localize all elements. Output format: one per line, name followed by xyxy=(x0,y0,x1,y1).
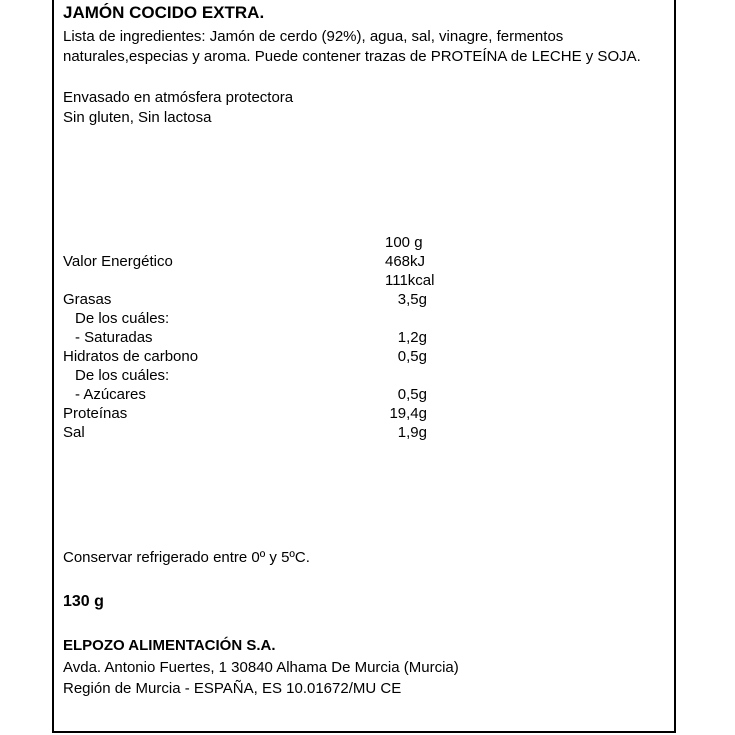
company-address: Avda. Antonio Fuertes, 1 30840 Alhama De Murcia (Murcia) xyxy=(63,659,459,676)
nutrition-label: Proteínas xyxy=(63,405,128,422)
nutrition-header: 100 g xyxy=(385,234,423,251)
company-name: ELPOZO ALIMENTACIÓN S.A. xyxy=(63,637,276,654)
claims-text: Sin gluten, Sin lactosa xyxy=(63,109,212,126)
nutrition-label: Sal xyxy=(63,424,85,441)
nutrition-label: - Azúcares xyxy=(75,386,146,403)
nutrition-value: 1,9g xyxy=(397,424,427,441)
nutrition-label: - Saturadas xyxy=(75,329,153,346)
nutrition-label: De los cuáles: xyxy=(75,310,170,327)
nutrition-value: 0,5g xyxy=(397,386,427,403)
net-weight: 130 g xyxy=(63,593,104,610)
storage-text: Conservar refrigerado entre 0º y 5ºC. xyxy=(63,549,310,566)
nutrition-value: 3,5g xyxy=(397,291,427,308)
nutrition-label: Hidratos de carbono xyxy=(63,348,199,365)
ingredients-text: Lista de ingredientes: Jamón de cerdo (92%), agua, sal, vinagre, fermentos naturales,especias y aroma. Puede contener trazas de PROTEÍNA de LECHE y SOJA. xyxy=(63,28,641,65)
nutrition-label: Grasas xyxy=(63,291,112,308)
packaging-text: Envasado en atmósfera protectora xyxy=(63,89,294,106)
nutrition-value: 0,5g xyxy=(397,348,427,365)
nutrition-label: De los cuáles: xyxy=(75,367,170,384)
nutrition-value: 468kJ xyxy=(385,253,426,270)
company-region: Región de Murcia - ESPAÑA, ES 10.01672/MU CE xyxy=(63,680,402,697)
nutrition-value: 1,2g xyxy=(397,329,427,346)
nutrition-label: Valor Energético xyxy=(63,253,173,270)
product-title: JAMÓN COCIDO EXTRA. xyxy=(63,3,265,22)
nutrition-value: 19,4g xyxy=(389,405,427,422)
nutrition-value: 111kcal xyxy=(385,272,435,289)
